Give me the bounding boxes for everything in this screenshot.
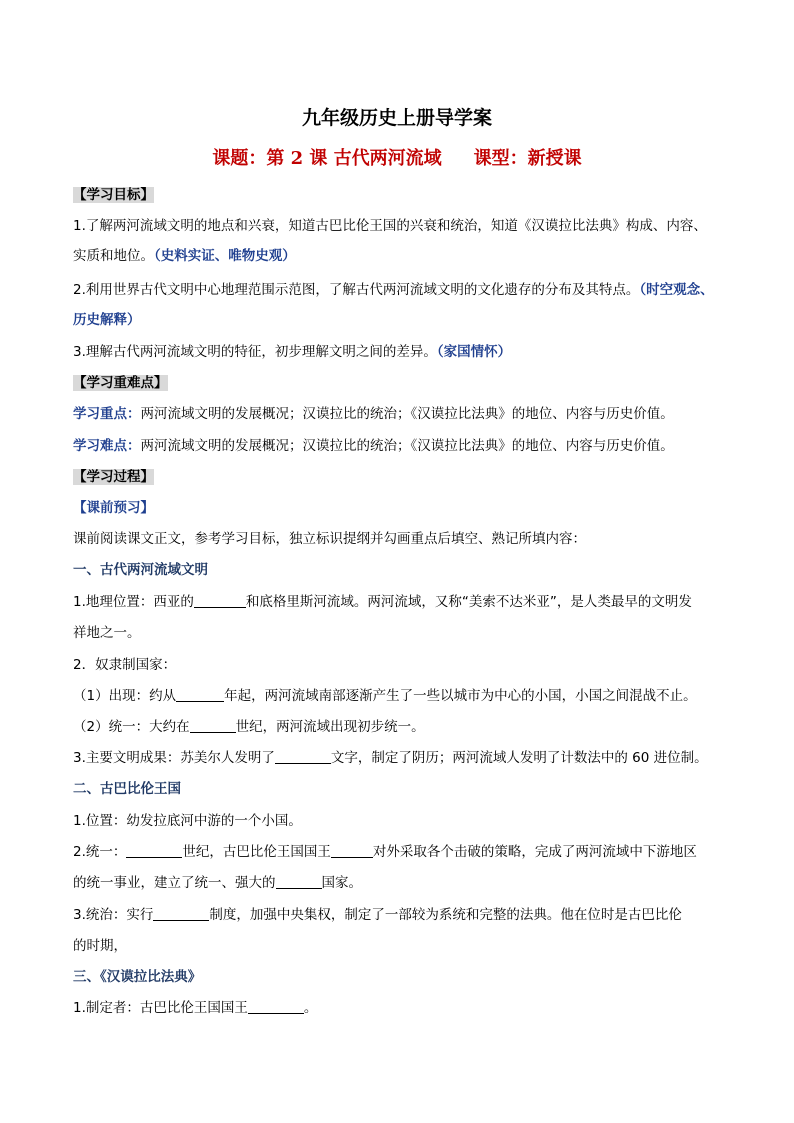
keypoints-header: 【学习重难点】 [73,375,168,391]
lesson-type: 课型：新授课 [473,148,582,169]
goals-header: 【学习目标】 [73,187,154,203]
fill-blank[interactable] [331,843,373,858]
fill-blank[interactable] [194,593,246,608]
fill-blank[interactable] [248,999,304,1014]
fill-blank[interactable] [126,843,182,858]
s1-achievements: 3.主要文明成果：苏美尔人发明了 文字，制定了阴历；两河流域人发明了计数法中的 60 进位制。 [73,750,708,766]
s1-geography: 1.地理位置：西亚的 和底格里斯河流域。两河流域，又称“美索不达米亚”，是人类最早的文明发 [73,594,692,610]
goal-2-line-1: 2.利用世界古代文明中心地理范围示范图，了解古代两河流域文明的文化遗存的分布及其特点。（时空观念、 [73,282,714,298]
fill-blank[interactable] [190,718,236,733]
goal-1-line-1: 1.了解两河流域文明的地点和兴衰，知道古巴比伦王国的兴衰和统治，知道《汉谟拉比法典》构成、内容、 [73,218,707,234]
s2-rule-cont: 的时期， [73,938,127,954]
fill-blank[interactable] [276,874,322,889]
lesson-topic: 课题：第 2 课 古代两河流域 [212,148,442,169]
fill-blank[interactable] [153,906,209,921]
s1-geography-cont: 祥地之一。 [73,625,141,641]
section-2-heading: 二、古巴比伦王国 [73,781,181,797]
section-3-heading: 三、《汉谟拉比法典》 [73,969,202,985]
goal-1-line-2: 实质和地位。（史料实证、唯物史观） [73,248,296,264]
goal-2-line-2: 历史解释） [73,312,141,328]
preview-header: 【课前预习】 [73,500,154,516]
process-header: 【学习过程】 [73,469,154,485]
s3-author: 1.制定者：古巴比伦王国国王 。 [73,1000,318,1016]
goal-3: 3.理解古代两河流域文明的特征，初步理解文明之间的差异。（家国情怀） [73,344,512,360]
fill-blank[interactable] [275,749,331,764]
lesson-subtitle [0,144,794,170]
section-1-heading: 一、古代两河流域文明 [73,562,208,578]
s2-unification: 2.统一： 世纪，古巴比伦王国国王 对外采取各个击破的策略，完成了两河流域中下游地区 [73,844,697,860]
s1-unification: （2）统一：大约在 世纪，两河流域出现初步统一。 [73,719,425,735]
preview-intro: 课前阅读课文正文，参考学习目标，独立标识提纲并勾画重点后填空、熟记所填内容： [73,531,586,547]
fill-blank[interactable] [176,687,224,702]
s2-unification-cont: 的统一事业，建立了统一、强大的 国家。 [73,875,362,891]
difficult-point: 学习难点：两河流域文明的发展概况；汉谟拉比的统治；《汉谟拉比法典》的地位、内容与历史价值。 [73,438,674,454]
s1-emergence: （1）出现：约从 年起，两河流域南部逐渐产生了一些以城市为中心的小国，小国之间混战不止。 [73,688,697,704]
s2-location: 1.位置：幼发拉底河中游的一个小国。 [73,813,302,829]
s2-rule: 3.统治：实行 制度，加强中央集权，制定了一部较为系统和完整的法典。他在位时是古巴比伦 [73,907,682,923]
document-title: 九年级历史上册导学案 [301,107,492,129]
key-point: 学习重点：两河流域文明的发展概况；汉谟拉比的统治；《汉谟拉比法典》的地位、内容与历史价值。 [73,406,674,422]
s1-slave-state: 2．奴隶制国家： [73,657,177,673]
